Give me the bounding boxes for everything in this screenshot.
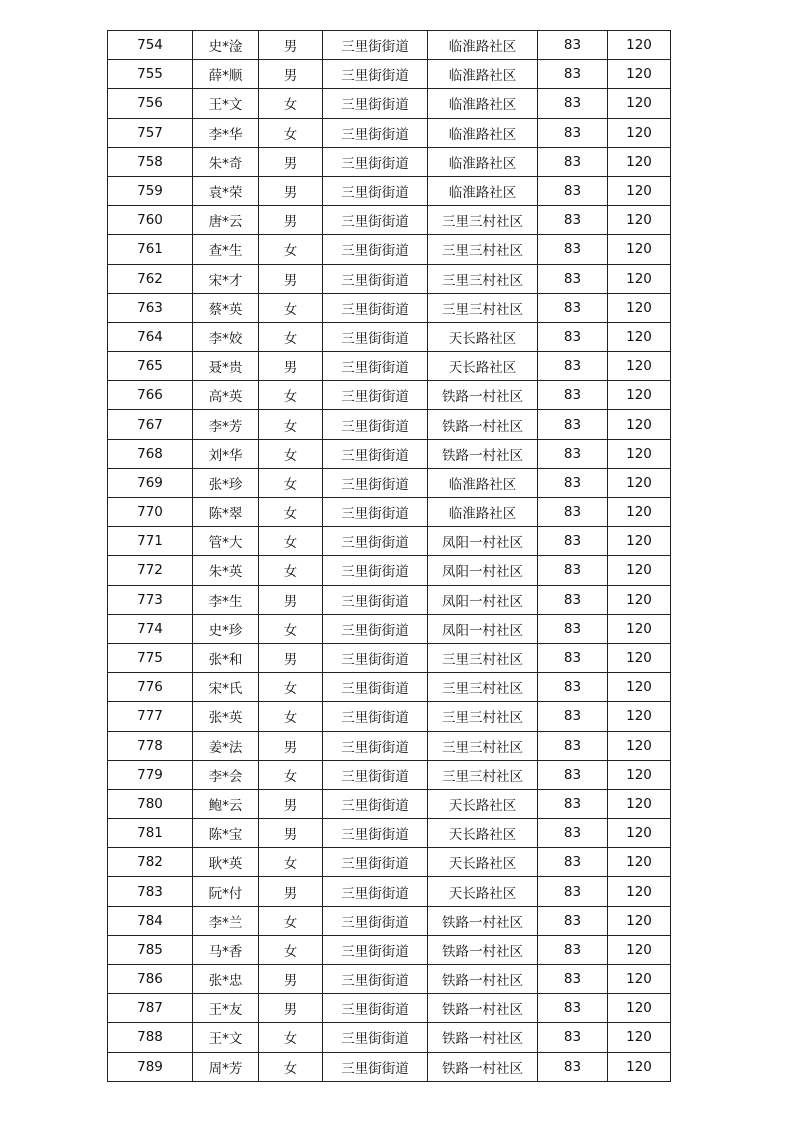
amount-cell: 120: [608, 1052, 671, 1081]
table-row: [108, 147, 671, 176]
street-cell: 三里街街道: [323, 731, 428, 760]
street-cell: 三里街街道: [323, 527, 428, 556]
age-cell: 83: [538, 673, 608, 702]
amount-cell: 120: [608, 994, 671, 1023]
gender-cell: 男: [259, 643, 323, 672]
row-number-cell: 771: [108, 527, 193, 556]
name-cell: 薛*顺: [193, 60, 259, 89]
row-number-cell: 787: [108, 994, 193, 1023]
gender-cell: 男: [259, 147, 323, 176]
table-row: [108, 352, 671, 381]
row-number-cell: 763: [108, 293, 193, 322]
street-cell: 三里街街道: [323, 235, 428, 264]
table-row: [108, 614, 671, 643]
table-row: [108, 673, 671, 702]
gender-cell: 女: [259, 556, 323, 585]
name-cell: 史*淦: [193, 31, 259, 60]
row-number-cell: 760: [108, 206, 193, 235]
street-cell: 三里街街道: [323, 293, 428, 322]
row-number-cell: 775: [108, 643, 193, 672]
name-cell: 陈*宝: [193, 819, 259, 848]
age-cell: 83: [538, 176, 608, 205]
street-cell: 三里街街道: [323, 439, 428, 468]
table-row: [108, 293, 671, 322]
table-row: [108, 118, 671, 147]
street-cell: 三里街街道: [323, 322, 428, 351]
age-cell: 83: [538, 1052, 608, 1081]
age-cell: 83: [538, 352, 608, 381]
gender-cell: 女: [259, 935, 323, 964]
street-cell: 三里街街道: [323, 614, 428, 643]
name-cell: 蔡*英: [193, 293, 259, 322]
row-number-cell: 768: [108, 439, 193, 468]
row-number-cell: 778: [108, 731, 193, 760]
gender-cell: 男: [259, 994, 323, 1023]
street-cell: 三里街街道: [323, 848, 428, 877]
name-cell: 李*华: [193, 118, 259, 147]
street-cell: 三里街街道: [323, 906, 428, 935]
row-number-cell: 779: [108, 760, 193, 789]
table-row: [108, 527, 671, 556]
age-cell: 83: [538, 585, 608, 614]
amount-cell: 120: [608, 935, 671, 964]
age-cell: 83: [538, 381, 608, 410]
name-cell: 李*兰: [193, 906, 259, 935]
amount-cell: 120: [608, 819, 671, 848]
table-row: [108, 31, 671, 60]
street-cell: 三里街街道: [323, 760, 428, 789]
row-number-cell: 776: [108, 673, 193, 702]
amount-cell: 120: [608, 585, 671, 614]
name-cell: 姜*法: [193, 731, 259, 760]
community-cell: 天长路社区: [428, 848, 538, 877]
street-cell: 三里街街道: [323, 1052, 428, 1081]
street-cell: 三里街街道: [323, 673, 428, 702]
name-cell: 王*友: [193, 994, 259, 1023]
gender-cell: 女: [259, 848, 323, 877]
age-cell: 83: [538, 322, 608, 351]
community-cell: 临淮路社区: [428, 468, 538, 497]
row-number-cell: 774: [108, 614, 193, 643]
name-cell: 阮*付: [193, 877, 259, 906]
gender-cell: 女: [259, 527, 323, 556]
age-cell: 83: [538, 994, 608, 1023]
row-number-cell: 773: [108, 585, 193, 614]
community-cell: 凤阳一村社区: [428, 527, 538, 556]
row-number-cell: 756: [108, 89, 193, 118]
name-cell: 周*芳: [193, 1052, 259, 1081]
amount-cell: 120: [608, 235, 671, 264]
name-cell: 朱*奇: [193, 147, 259, 176]
community-cell: 三里三村社区: [428, 702, 538, 731]
age-cell: 83: [538, 468, 608, 497]
amount-cell: 120: [608, 322, 671, 351]
table-row: [108, 60, 671, 89]
table-row: [108, 439, 671, 468]
table-row: [108, 935, 671, 964]
name-cell: 宋*才: [193, 264, 259, 293]
age-cell: 83: [538, 147, 608, 176]
community-cell: 天长路社区: [428, 819, 538, 848]
amount-cell: 120: [608, 264, 671, 293]
table-row: [108, 731, 671, 760]
community-cell: 三里三村社区: [428, 673, 538, 702]
gender-cell: 女: [259, 235, 323, 264]
amount-cell: 120: [608, 352, 671, 381]
table-row: [108, 322, 671, 351]
name-cell: 管*大: [193, 527, 259, 556]
age-cell: 83: [538, 731, 608, 760]
table-row: [108, 468, 671, 497]
amount-cell: 120: [608, 643, 671, 672]
community-cell: 铁路一村社区: [428, 439, 538, 468]
name-cell: 宋*氏: [193, 673, 259, 702]
table-body: [108, 31, 671, 1082]
name-cell: 聂*贵: [193, 352, 259, 381]
gender-cell: 男: [259, 60, 323, 89]
gender-cell: 女: [259, 906, 323, 935]
amount-cell: 120: [608, 468, 671, 497]
street-cell: 三里街街道: [323, 1023, 428, 1052]
street-cell: 三里街街道: [323, 935, 428, 964]
amount-cell: 120: [608, 965, 671, 994]
amount-cell: 120: [608, 527, 671, 556]
street-cell: 三里街街道: [323, 877, 428, 906]
street-cell: 三里街街道: [323, 789, 428, 818]
amount-cell: 120: [608, 1023, 671, 1052]
name-cell: 鲍*云: [193, 789, 259, 818]
row-number-cell: 777: [108, 702, 193, 731]
community-cell: 临淮路社区: [428, 118, 538, 147]
gender-cell: 女: [259, 89, 323, 118]
name-cell: 张*忠: [193, 965, 259, 994]
gender-cell: 男: [259, 206, 323, 235]
table-row: [108, 176, 671, 205]
name-cell: 王*文: [193, 1023, 259, 1052]
community-cell: 三里三村社区: [428, 293, 538, 322]
table-row: [108, 410, 671, 439]
row-number-cell: 758: [108, 147, 193, 176]
community-cell: 三里三村社区: [428, 760, 538, 789]
age-cell: 83: [538, 527, 608, 556]
row-number-cell: 762: [108, 264, 193, 293]
name-cell: 查*生: [193, 235, 259, 264]
row-number-cell: 769: [108, 468, 193, 497]
street-cell: 三里街街道: [323, 994, 428, 1023]
row-number-cell: 759: [108, 176, 193, 205]
amount-cell: 120: [608, 439, 671, 468]
age-cell: 83: [538, 118, 608, 147]
street-cell: 三里街街道: [323, 176, 428, 205]
name-cell: 刘*华: [193, 439, 259, 468]
community-cell: 天长路社区: [428, 877, 538, 906]
amount-cell: 120: [608, 760, 671, 789]
age-cell: 83: [538, 89, 608, 118]
street-cell: 三里街街道: [323, 702, 428, 731]
community-cell: 凤阳一村社区: [428, 585, 538, 614]
age-cell: 83: [538, 965, 608, 994]
amount-cell: 120: [608, 906, 671, 935]
name-cell: 张*珍: [193, 468, 259, 497]
street-cell: 三里街街道: [323, 410, 428, 439]
community-cell: 临淮路社区: [428, 60, 538, 89]
age-cell: 83: [538, 439, 608, 468]
community-cell: 铁路一村社区: [428, 965, 538, 994]
age-cell: 83: [538, 789, 608, 818]
gender-cell: 女: [259, 322, 323, 351]
row-number-cell: 788: [108, 1023, 193, 1052]
row-number-cell: 786: [108, 965, 193, 994]
table-row: [108, 789, 671, 818]
amount-cell: 120: [608, 556, 671, 585]
gender-cell: 女: [259, 1052, 323, 1081]
gender-cell: 女: [259, 702, 323, 731]
gender-cell: 女: [259, 439, 323, 468]
table-row: [108, 702, 671, 731]
age-cell: 83: [538, 556, 608, 585]
amount-cell: 120: [608, 293, 671, 322]
community-cell: 三里三村社区: [428, 643, 538, 672]
community-cell: 铁路一村社区: [428, 935, 538, 964]
amount-cell: 120: [608, 702, 671, 731]
table-row: [108, 381, 671, 410]
name-cell: 李*会: [193, 760, 259, 789]
row-number-cell: 784: [108, 906, 193, 935]
row-number-cell: 783: [108, 877, 193, 906]
table-row: [108, 965, 671, 994]
name-cell: 李*生: [193, 585, 259, 614]
table-row: [108, 819, 671, 848]
street-cell: 三里街街道: [323, 643, 428, 672]
table-row: [108, 89, 671, 118]
name-cell: 马*香: [193, 935, 259, 964]
street-cell: 三里街街道: [323, 381, 428, 410]
amount-cell: 120: [608, 498, 671, 527]
gender-cell: 女: [259, 381, 323, 410]
gender-cell: 男: [259, 789, 323, 818]
community-cell: 三里三村社区: [428, 235, 538, 264]
age-cell: 83: [538, 235, 608, 264]
community-cell: 凤阳一村社区: [428, 556, 538, 585]
table-row: [108, 877, 671, 906]
table-row: [108, 848, 671, 877]
amount-cell: 120: [608, 60, 671, 89]
name-cell: 王*文: [193, 89, 259, 118]
age-cell: 83: [538, 877, 608, 906]
table-row: [108, 585, 671, 614]
name-cell: 朱*英: [193, 556, 259, 585]
gender-cell: 男: [259, 731, 323, 760]
row-number-cell: 785: [108, 935, 193, 964]
table-row: [108, 264, 671, 293]
street-cell: 三里街街道: [323, 264, 428, 293]
row-number-cell: 772: [108, 556, 193, 585]
table-row: [108, 1052, 671, 1081]
community-cell: 铁路一村社区: [428, 410, 538, 439]
gender-cell: 男: [259, 264, 323, 293]
age-cell: 83: [538, 206, 608, 235]
gender-cell: 男: [259, 965, 323, 994]
community-cell: 临淮路社区: [428, 498, 538, 527]
row-number-cell: 782: [108, 848, 193, 877]
table-row: [108, 1023, 671, 1052]
community-cell: 三里三村社区: [428, 731, 538, 760]
age-cell: 83: [538, 906, 608, 935]
amount-cell: 120: [608, 410, 671, 439]
gender-cell: 男: [259, 31, 323, 60]
amount-cell: 120: [608, 176, 671, 205]
community-cell: 铁路一村社区: [428, 994, 538, 1023]
amount-cell: 120: [608, 877, 671, 906]
amount-cell: 120: [608, 673, 671, 702]
name-cell: 史*珍: [193, 614, 259, 643]
amount-cell: 120: [608, 206, 671, 235]
row-number-cell: 757: [108, 118, 193, 147]
community-cell: 临淮路社区: [428, 176, 538, 205]
subsidy-table: [107, 30, 671, 1082]
amount-cell: 120: [608, 381, 671, 410]
community-cell: 三里三村社区: [428, 206, 538, 235]
row-number-cell: 770: [108, 498, 193, 527]
age-cell: 83: [538, 848, 608, 877]
age-cell: 83: [538, 31, 608, 60]
street-cell: 三里街街道: [323, 147, 428, 176]
name-cell: 张*英: [193, 702, 259, 731]
age-cell: 83: [538, 410, 608, 439]
table-row: [108, 760, 671, 789]
amount-cell: 120: [608, 614, 671, 643]
age-cell: 83: [538, 643, 608, 672]
row-number-cell: 766: [108, 381, 193, 410]
age-cell: 83: [538, 293, 608, 322]
name-cell: 唐*云: [193, 206, 259, 235]
street-cell: 三里街街道: [323, 352, 428, 381]
table-row: [108, 206, 671, 235]
age-cell: 83: [538, 760, 608, 789]
gender-cell: 女: [259, 118, 323, 147]
name-cell: 耿*英: [193, 848, 259, 877]
gender-cell: 女: [259, 760, 323, 789]
row-number-cell: 765: [108, 352, 193, 381]
street-cell: 三里街街道: [323, 89, 428, 118]
amount-cell: 120: [608, 118, 671, 147]
gender-cell: 男: [259, 877, 323, 906]
community-cell: 天长路社区: [428, 352, 538, 381]
amount-cell: 120: [608, 731, 671, 760]
name-cell: 李*芳: [193, 410, 259, 439]
gender-cell: 女: [259, 293, 323, 322]
street-cell: 三里街街道: [323, 556, 428, 585]
row-number-cell: 754: [108, 31, 193, 60]
name-cell: 袁*荣: [193, 176, 259, 205]
community-cell: 天长路社区: [428, 789, 538, 818]
amount-cell: 120: [608, 147, 671, 176]
table-row: [108, 906, 671, 935]
gender-cell: 男: [259, 352, 323, 381]
gender-cell: 男: [259, 819, 323, 848]
row-number-cell: 789: [108, 1052, 193, 1081]
age-cell: 83: [538, 264, 608, 293]
row-number-cell: 764: [108, 322, 193, 351]
age-cell: 83: [538, 614, 608, 643]
age-cell: 83: [538, 1023, 608, 1052]
gender-cell: 女: [259, 410, 323, 439]
age-cell: 83: [538, 935, 608, 964]
street-cell: 三里街街道: [323, 60, 428, 89]
age-cell: 83: [538, 60, 608, 89]
name-cell: 李*姣: [193, 322, 259, 351]
age-cell: 83: [538, 498, 608, 527]
community-cell: 铁路一村社区: [428, 1023, 538, 1052]
gender-cell: 女: [259, 498, 323, 527]
amount-cell: 120: [608, 789, 671, 818]
community-cell: 铁路一村社区: [428, 381, 538, 410]
community-cell: 铁路一村社区: [428, 906, 538, 935]
row-number-cell: 781: [108, 819, 193, 848]
name-cell: 陈*翠: [193, 498, 259, 527]
gender-cell: 女: [259, 468, 323, 497]
row-number-cell: 780: [108, 789, 193, 818]
gender-cell: 女: [259, 614, 323, 643]
street-cell: 三里街街道: [323, 118, 428, 147]
row-number-cell: 767: [108, 410, 193, 439]
street-cell: 三里街街道: [323, 498, 428, 527]
age-cell: 83: [538, 702, 608, 731]
community-cell: 临淮路社区: [428, 31, 538, 60]
name-cell: 高*英: [193, 381, 259, 410]
table-row: [108, 556, 671, 585]
community-cell: 临淮路社区: [428, 89, 538, 118]
gender-cell: 男: [259, 585, 323, 614]
gender-cell: 女: [259, 673, 323, 702]
table-row: [108, 498, 671, 527]
gender-cell: 男: [259, 176, 323, 205]
community-cell: 铁路一村社区: [428, 1052, 538, 1081]
amount-cell: 120: [608, 848, 671, 877]
street-cell: 三里街街道: [323, 585, 428, 614]
row-number-cell: 761: [108, 235, 193, 264]
table-row: [108, 994, 671, 1023]
street-cell: 三里街街道: [323, 206, 428, 235]
row-number-cell: 755: [108, 60, 193, 89]
street-cell: 三里街街道: [323, 965, 428, 994]
community-cell: 三里三村社区: [428, 264, 538, 293]
age-cell: 83: [538, 819, 608, 848]
community-cell: 天长路社区: [428, 322, 538, 351]
name-cell: 张*和: [193, 643, 259, 672]
amount-cell: 120: [608, 31, 671, 60]
table-row: [108, 643, 671, 672]
community-cell: 临淮路社区: [428, 147, 538, 176]
amount-cell: 120: [608, 89, 671, 118]
street-cell: 三里街街道: [323, 819, 428, 848]
street-cell: 三里街街道: [323, 31, 428, 60]
street-cell: 三里街街道: [323, 468, 428, 497]
table-row: [108, 235, 671, 264]
community-cell: 凤阳一村社区: [428, 614, 538, 643]
gender-cell: 女: [259, 1023, 323, 1052]
